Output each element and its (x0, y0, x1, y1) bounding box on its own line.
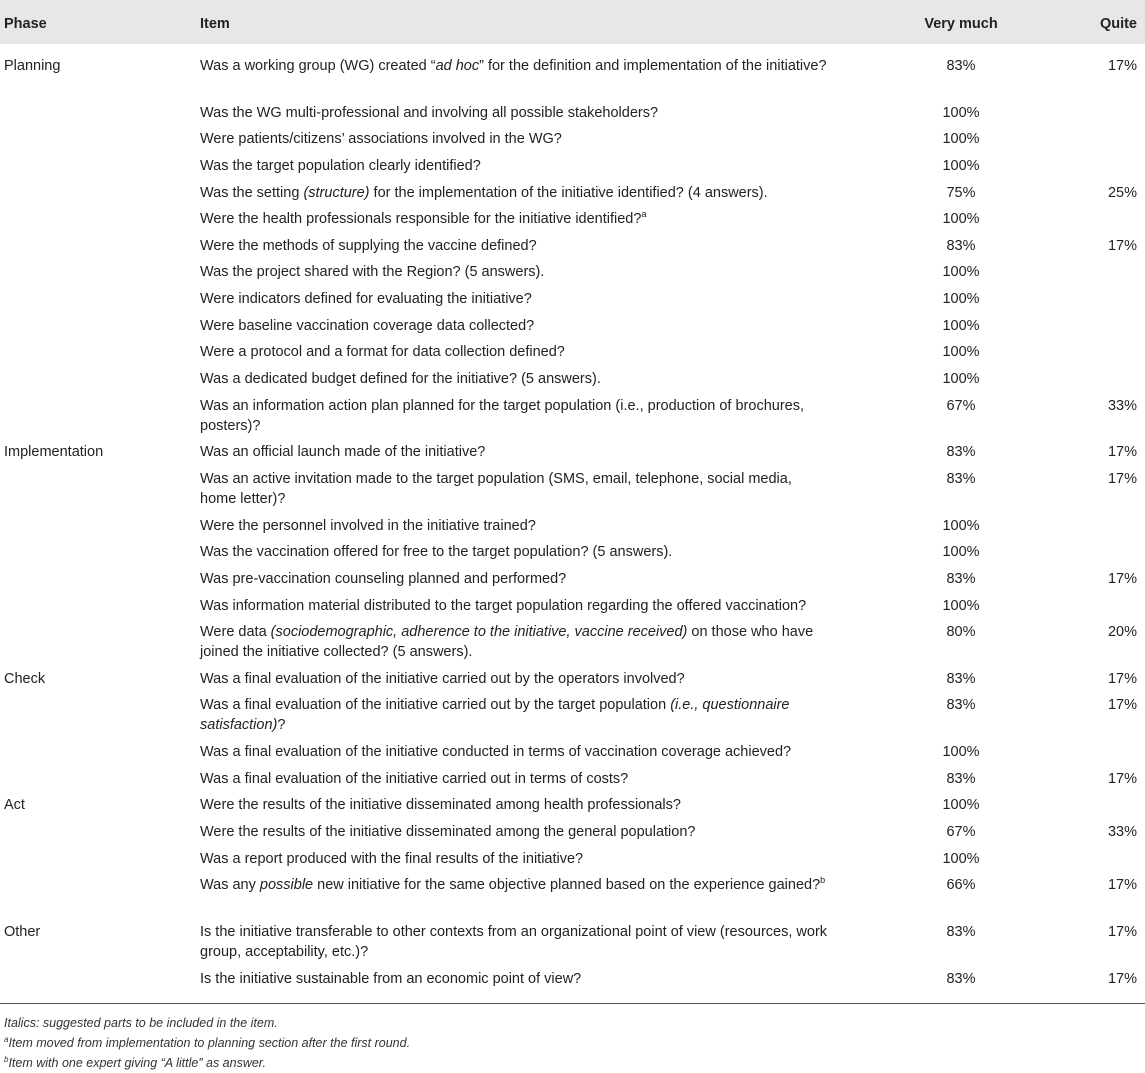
row-quite: 20% (1107, 624, 1137, 641)
row-item (200, 369, 830, 389)
table-row (0, 622, 1145, 669)
item-text: Was an active invitation made to the target population (SMS, email, telephone, social media, home letter)? (200, 470, 792, 507)
table-row (0, 875, 1145, 922)
table-header (0, 0, 1145, 44)
row-item (200, 922, 830, 962)
footnote-text: Item with one expert giving “A little” as answer. (8, 1056, 266, 1070)
row-very-much: 83% (946, 570, 976, 587)
row-item (200, 316, 830, 336)
item-text: Were baseline vaccination coverage data collected? (200, 317, 535, 334)
row-very-much: 66% (946, 877, 976, 894)
row-quite: 17% (1107, 877, 1137, 894)
header-quite: Quite (1099, 16, 1137, 32)
table-row (0, 209, 1145, 236)
row-very-much: 83% (946, 58, 976, 74)
table-row (0, 369, 1145, 396)
item-text: Was an official launch made of the initiative? (200, 444, 486, 461)
row-quite: 17% (1107, 237, 1137, 254)
row-phase: Act (4, 797, 25, 814)
table-body (0, 56, 1145, 995)
row-very-much: 100% (942, 211, 980, 228)
item-text: Was the setting (200, 184, 304, 201)
row-very-much: 100% (942, 344, 980, 361)
header-phase: Phase (4, 16, 47, 32)
row-phase: Implementation (4, 444, 104, 461)
item-text: (structure) (303, 184, 370, 201)
row-quite: 17% (1107, 770, 1137, 787)
row-item (200, 849, 830, 869)
table-row (0, 569, 1145, 596)
item-text: Was a dedicated budget defined for the initiative? (5 answers). (200, 371, 601, 388)
item-text: possible (259, 877, 314, 894)
row-very-much: 83% (946, 923, 976, 940)
table-footnotes (4, 1013, 1134, 1073)
item-text: Were the results of the initiative disseminated among the general population? (200, 824, 696, 841)
row-item (200, 742, 830, 762)
row-very-much: 100% (942, 850, 980, 867)
footnote (4, 1033, 1134, 1053)
item-text: Was any (200, 877, 260, 894)
item-text: on those who have joined the initiative collected? (5 answers). (200, 624, 814, 661)
row-item (200, 56, 830, 76)
item-text: (i.e., questionnaire satisfaction) (200, 697, 790, 734)
row-item (200, 596, 830, 616)
item-text: Was the target population clearly identified? (200, 157, 481, 174)
table-row (0, 669, 1145, 696)
row-quite: 17% (1107, 444, 1137, 461)
row-item (200, 236, 830, 256)
row-very-much: 83% (946, 444, 976, 461)
table-row (0, 795, 1145, 822)
row-very-much: 67% (946, 824, 976, 841)
row-item (200, 103, 830, 123)
table-row (0, 849, 1145, 876)
row-item (200, 622, 830, 662)
row-item (200, 342, 830, 362)
row-very-much: 83% (946, 670, 976, 687)
item-text: Is the initiative transferable to other contexts from an organizational point of view (resources, work group, acceptability, etc.)? (200, 923, 828, 960)
item-text: Was a working group (WG) created “ (200, 58, 436, 74)
row-quite: 17% (1107, 697, 1137, 714)
row-very-much: 83% (946, 470, 976, 487)
row-quite: 17% (1107, 670, 1137, 687)
row-quite: 33% (1107, 824, 1137, 841)
row-item (200, 669, 830, 689)
item-text: for the implementation of the initiative identified? (4 answers). (369, 184, 768, 201)
item-text: Were the personnel involved in the initiative trained? (200, 517, 536, 534)
table-row (0, 742, 1145, 769)
item-text: Was a final evaluation of the initiative conducted in terms of vaccination coverage achieved? (200, 744, 792, 761)
footnote-mark: b (820, 875, 826, 886)
item-text: ad hoc (435, 58, 480, 74)
row-very-much: 67% (946, 397, 976, 414)
row-item (200, 769, 830, 789)
row-item (200, 183, 830, 203)
row-quite: 17% (1107, 470, 1137, 487)
row-very-much: 100% (942, 131, 980, 148)
table-row (0, 596, 1145, 623)
row-very-much: 83% (946, 697, 976, 714)
row-item (200, 262, 830, 282)
item-text: Were the methods of supplying the vaccine defined? (200, 237, 537, 254)
table-row (0, 469, 1145, 516)
row-item (200, 795, 830, 815)
table-row (0, 129, 1145, 156)
table-row (0, 516, 1145, 543)
table-row (0, 922, 1145, 969)
header-item: Item (200, 16, 230, 32)
item-text: Were the health professionals responsible for the initiative identified? (200, 211, 642, 228)
item-text: ” for the definition and implementation of the initiative? (479, 58, 827, 74)
item-text: Was a report produced with the final results of the initiative? (200, 850, 584, 867)
table-row (0, 969, 1145, 996)
item-text: Were data (200, 624, 271, 641)
row-item (200, 442, 830, 462)
item-text: Was a final evaluation of the initiative carried out by the target population (200, 697, 671, 714)
row-very-much: 75% (946, 184, 976, 201)
row-item (200, 289, 830, 309)
row-item (200, 695, 830, 735)
item-text: Was a final evaluation of the initiative carried out by the operators involved? (200, 670, 685, 687)
table-row (0, 183, 1145, 210)
row-item (200, 129, 830, 149)
row-very-much: 100% (942, 264, 980, 281)
row-phase: Check (4, 670, 46, 687)
row-quite: 25% (1107, 184, 1137, 201)
table-row (0, 156, 1145, 183)
row-very-much: 100% (942, 104, 980, 121)
item-text: Was the WG multi-professional and involving all possible stakeholders? (200, 104, 659, 121)
table-row (0, 695, 1145, 742)
row-very-much: 100% (942, 157, 980, 174)
row-quite: 17% (1107, 58, 1137, 74)
row-very-much: 100% (942, 317, 980, 334)
table-row (0, 769, 1145, 796)
row-quite: 17% (1107, 570, 1137, 587)
table-row (0, 56, 1145, 103)
table-row (0, 542, 1145, 569)
table-row (0, 236, 1145, 263)
item-text: new initiative for the same objective planned based on the experience gained? (313, 877, 821, 894)
row-quite: 17% (1107, 970, 1137, 987)
row-item (200, 469, 830, 509)
row-item (200, 516, 830, 536)
footnote (4, 1053, 1134, 1073)
item-text: Is the initiative sustainable from an economic point of view? (200, 970, 582, 987)
row-very-much: 100% (942, 597, 980, 614)
row-very-much: 100% (942, 544, 980, 561)
table-row (0, 396, 1145, 443)
row-very-much: 83% (946, 970, 976, 987)
item-text: ? (277, 717, 286, 734)
row-phase: Other (4, 923, 41, 940)
row-very-much: 80% (946, 624, 976, 641)
row-item (200, 822, 830, 842)
item-text: Was the project shared with the Region? (5 answers). (200, 264, 545, 281)
row-very-much: 100% (942, 797, 980, 814)
row-very-much: 83% (946, 237, 976, 254)
row-item (200, 875, 830, 895)
item-text: Were the results of the initiative disseminated among health professionals? (200, 797, 681, 814)
item-text: Were a protocol and a format for data collection defined? (200, 344, 565, 361)
footnote-mark: a (641, 209, 647, 220)
row-item (200, 209, 830, 229)
footnote-text: Italics: suggested parts to be included in the item. (4, 1016, 278, 1030)
row-very-much: 100% (942, 744, 980, 761)
table-bottom-rule (0, 1003, 1145, 1004)
table-row (0, 289, 1145, 316)
item-text: (sociodemographic, adherence to the initiative, vaccine received) (270, 624, 688, 641)
row-item (200, 969, 830, 989)
footnote (4, 1013, 1134, 1033)
table-row (0, 103, 1145, 130)
row-quite: 33% (1107, 397, 1137, 414)
item-text: Was a final evaluation of the initiative carried out in terms of costs? (200, 770, 629, 787)
item-text: Was pre-vaccination counseling planned and performed? (200, 570, 567, 587)
table-row (0, 822, 1145, 849)
row-quite: 17% (1107, 923, 1137, 940)
item-text: Were indicators defined for evaluating the initiative? (200, 291, 532, 308)
row-item (200, 542, 830, 562)
row-very-much: 100% (942, 371, 980, 388)
header-very-much: Very much (924, 16, 998, 32)
table-row (0, 442, 1145, 469)
row-very-much: 83% (946, 770, 976, 787)
item-text: Were patients/citizens’ associations involved in the WG? (200, 131, 562, 148)
row-very-much: 100% (942, 517, 980, 534)
row-item (200, 396, 830, 436)
row-phase: Planning (4, 58, 61, 74)
table-row (0, 262, 1145, 289)
row-very-much: 100% (942, 291, 980, 308)
item-text: Was the vaccination offered for free to the target population? (5 answers). (200, 544, 673, 561)
item-text: Was an information action plan planned for the target population (i.e., production of brochures, posters)? (200, 397, 804, 434)
footnote-text: Item moved from implementation to planning section after the first round. (8, 1036, 411, 1050)
footnote-mark: a (4, 1034, 9, 1044)
item-text: Was information material distributed to the target population regarding the offered vaccination? (200, 597, 807, 614)
table-row (0, 316, 1145, 343)
row-item (200, 569, 830, 589)
row-item (200, 156, 830, 176)
footnote-mark: b (4, 1054, 9, 1064)
table-row (0, 342, 1145, 369)
